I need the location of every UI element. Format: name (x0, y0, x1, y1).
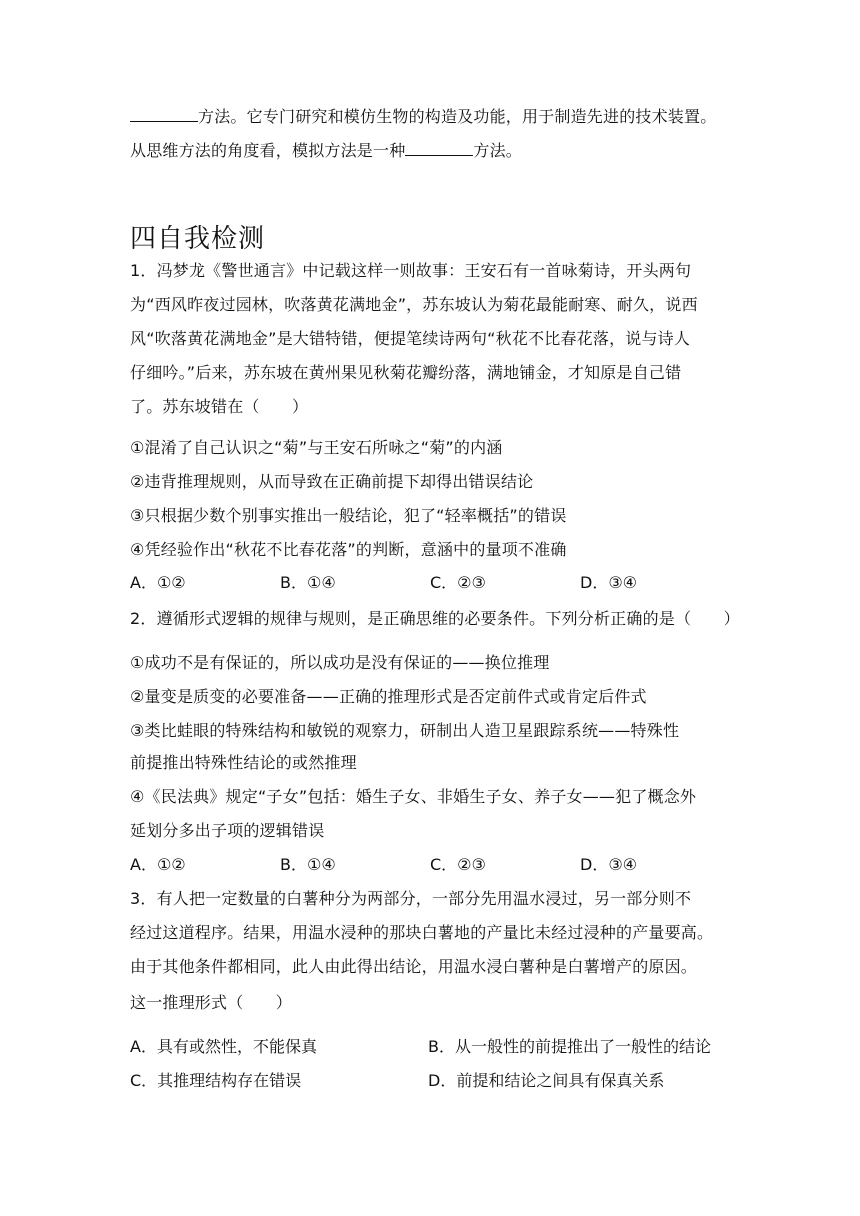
q3-option-c[interactable]: C．其推理结构存在错误 (130, 1071, 302, 1090)
q1-stem-line: 了。苏东坡错在（ ） (130, 397, 309, 416)
q1-stem-line: 仔细吟。”后来，苏东坡在黄州果见秋菊花瓣纷落，满地铺金，才知原是自己错 (130, 363, 682, 382)
q2-option-a[interactable]: A．①② (130, 855, 186, 874)
q3-option-d[interactable]: D．前提和结论之间具有保真关系 (428, 1071, 665, 1090)
q1-item: ②违背推理规则，从而导致在正确前提下却得出错误结论 (130, 472, 534, 491)
q1-option-b[interactable]: B．①④ (280, 573, 336, 592)
q3-stem-line: 这一推理形式（ ） (130, 993, 293, 1012)
q2-item: ③类比蛙眼的特殊结构和敏锐的观察力，研制出人造卫星跟踪系统——特殊性 (130, 721, 680, 740)
q3-option-a[interactable]: A．具有或然性，不能保真 (130, 1037, 317, 1056)
q2-item: 延划分多出子项的逻辑错误 (130, 821, 325, 840)
q2-stem-line: 2．遵循形式逻辑的规律与规则，是正确思维的必要条件。下列分析正确的是（ ） (130, 609, 740, 628)
q3-stem-line: 3．有人把一定数量的白薯种分为两部分，一部分先用温水浸过，另一部分则不 (130, 889, 692, 908)
q1-option-c[interactable]: C．②③ (430, 573, 486, 592)
q1-option-d[interactable]: D．③④ (580, 573, 638, 592)
q1-item: ③只根据少数个别事实推出一般结论，犯了“轻率概括”的错误 (130, 506, 567, 525)
q1-stem-line: 为“西风昨夜过园林，吹落黄花满地金”，苏东坡认为菊花最能耐寒、耐久，说西 (130, 295, 698, 314)
q2-item: 前提推出特殊性结论的或然推理 (130, 753, 357, 772)
intro-line-2 (130, 140, 522, 162)
q2-item: ②量变是质变的必要准备——正确的推理形式是否定前件式或肯定后件式 (130, 687, 647, 706)
q3-option-b[interactable]: B．从一般性的前提推出了一般性的结论 (428, 1037, 711, 1056)
intro-text-2b: 方法。 (473, 141, 523, 160)
q3-stem-line: 经过这道程序。结果，用温水浸种的那块白薯地的产量比未经过浸种的产量要高。 (130, 923, 714, 942)
answer-blank (405, 140, 473, 156)
intro-text-2a: 从思维方法的角度看，模拟方法是一种 (130, 141, 406, 160)
intro-text-1: 方法。它专门研究和模仿生物的构造及功能，用于制造先进的技术装置。 (198, 107, 717, 126)
answer-blank (130, 106, 198, 122)
q1-stem-line: 1．冯梦龙《警世通言》中记载这样一则故事：王安石有一首咏菊诗，开头两句 (130, 261, 692, 280)
intro-line-1 (130, 106, 716, 128)
q1-item: ④凭经验作出“秋花不比春花落”的判断，意涵中的量项不准确 (130, 540, 567, 559)
q2-option-b[interactable]: B．①④ (280, 855, 336, 874)
q3-stem-line: 由于其他条件都相同，此人由此得出结论，用温水浸白薯种是白薯增产的原因。 (130, 957, 698, 976)
section-title: 四自我检测 (130, 224, 266, 254)
q1-option-a[interactable]: A．①② (130, 573, 186, 592)
q2-item: ④《民法典》规定“子女”包括：婚生子女、非婚生子女、养子女——犯了概念外 (130, 787, 697, 806)
q1-stem-line: 风“吹落黄花满地金”是大错特错，便提笔续诗两句“秋花不比春花落，说与诗人 (130, 329, 691, 348)
q1-item: ①混淆了自己认识之“菊”与王安石所咏之“菊”的内涵 (130, 438, 503, 457)
q2-item: ①成功不是有保证的，所以成功是没有保证的——换位推理 (130, 653, 550, 672)
q2-option-c[interactable]: C．②③ (430, 855, 486, 874)
q2-option-d[interactable]: D．③④ (580, 855, 638, 874)
